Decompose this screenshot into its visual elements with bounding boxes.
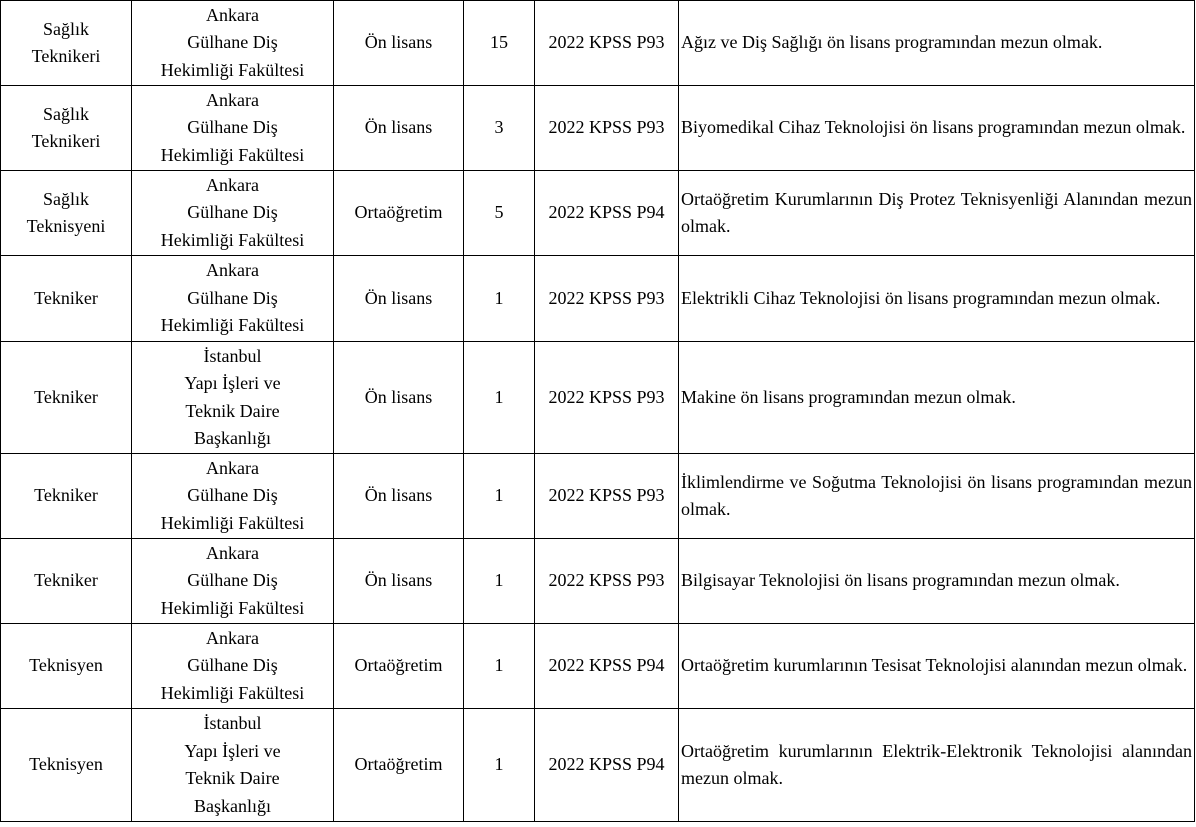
unit-cell (132, 256, 334, 342)
requirement-cell: Bilgisayar Teknolojisi ön lisans programından mezun olmak. (679, 539, 1195, 624)
unit-line: Hekimliği Fakültesi (160, 315, 305, 336)
position-title-line: Teknisyen (29, 655, 103, 676)
position-title-cell (1, 539, 132, 624)
table-row (1, 539, 1195, 624)
position-count-cell: 1 (464, 342, 535, 454)
requirement-cell: Elektrikli Cihaz Teknolojisi ön lisans programından mezun olmak. (679, 256, 1195, 342)
unit-cell (132, 454, 334, 539)
education-level-cell: Ön lisans (334, 342, 464, 454)
position-count-cell: 1 (464, 256, 535, 342)
position-title-cell (1, 256, 132, 342)
position-title-line: Tekniker (34, 570, 98, 591)
unit-line: İstanbul (203, 713, 262, 733)
unit-line: Yapı İşleri ve (184, 373, 281, 393)
education-level-cell: Ön lisans (334, 454, 464, 539)
position-count-cell: 15 (464, 1, 535, 86)
unit-line: Hekimliği Fakültesi (160, 512, 305, 533)
unit-line: Ankara (206, 260, 259, 281)
unit-line: Gülhane Diş (187, 287, 278, 308)
requirement-cell: Ortaöğretim Kurumlarının Diş Protez Teknisyenliği Alanından mezun olmak. (679, 171, 1195, 256)
position-title-line: Teknisyeni (26, 216, 106, 236)
table-row (1, 171, 1195, 256)
position-title-line: Tekniker (34, 485, 98, 506)
position-title-line: Sağlık (42, 103, 89, 124)
unit-cell (132, 709, 334, 822)
unit-line: Başkanlığı (194, 428, 271, 448)
unit-line: Gülhane Diş (187, 485, 278, 506)
unit-line: Hekimliği Fakültesi (160, 229, 305, 250)
position-title-line: Tekniker (34, 386, 98, 407)
unit-line: Yapı İşleri ve (184, 740, 281, 761)
unit-line: İstanbul (203, 345, 262, 366)
position-count-cell: 1 (464, 454, 535, 539)
kpss-score-type-cell: 2022 KPSS P94 (535, 624, 679, 709)
unit-line: Teknik Daire (185, 768, 280, 788)
position-title-line: Teknisyen (29, 754, 103, 775)
education-level-cell: Ön lisans (334, 539, 464, 624)
unit-line: Hekimliği Fakültesi (160, 682, 305, 703)
position-title-cell (1, 624, 132, 709)
unit-cell (132, 342, 334, 454)
unit-line: Ankara (206, 542, 259, 563)
unit-line: Hekimliği Fakültesi (160, 144, 305, 165)
kpss-score-type-cell: 2022 KPSS P93 (535, 1, 679, 86)
position-count-cell: 1 (464, 709, 535, 822)
kpss-score-type-cell: 2022 KPSS P94 (535, 709, 679, 822)
position-count-cell: 1 (464, 624, 535, 709)
position-title-cell (1, 342, 132, 454)
unit-line: Ankara (206, 174, 259, 195)
position-title-cell (1, 1, 132, 86)
unit-cell (132, 171, 334, 256)
kpss-score-type-cell: 2022 KPSS P93 (535, 86, 679, 171)
unit-line: Ankara (206, 4, 259, 25)
table-row (1, 624, 1195, 709)
unit-line: Ankara (206, 627, 259, 648)
position-title-line: Teknikeri (31, 46, 101, 66)
requirement-cell: Ağız ve Diş Sağlığı ön lisans programından mezun olmak. (679, 1, 1195, 86)
education-level-cell: Ön lisans (334, 86, 464, 171)
education-level-cell: Ortaöğretim (334, 709, 464, 822)
education-level-cell: Ön lisans (334, 256, 464, 342)
position-title-cell (1, 454, 132, 539)
education-level-cell: Ortaöğretim (334, 624, 464, 709)
unit-line: Gülhane Diş (187, 655, 278, 676)
table-row (1, 256, 1195, 342)
position-count-cell: 5 (464, 171, 535, 256)
unit-line: Gülhane Diş (187, 117, 278, 138)
unit-line: Gülhane Diş (187, 32, 278, 53)
position-title-cell (1, 86, 132, 171)
unit-line: Hekimliği Fakültesi (160, 59, 305, 80)
unit-line: Başkanlığı (194, 795, 271, 816)
position-title-line: Tekniker (34, 287, 98, 308)
unit-line: Hekimliği Fakültesi (160, 597, 305, 618)
requirement-cell: Ortaöğretim kurumlarının Elektrik-Elektronik Teknolojisi alanından mezun olmak. (679, 709, 1195, 822)
education-level-cell: Ön lisans (334, 1, 464, 86)
position-title-cell (1, 171, 132, 256)
table-row (1, 342, 1195, 454)
requirement-cell: İklimlendirme ve Soğutma Teknolojisi ön lisans programından mezun olmak. (679, 454, 1195, 539)
unit-cell (132, 624, 334, 709)
table-row (1, 709, 1195, 822)
unit-line: Gülhane Diş (187, 202, 278, 223)
position-count-cell: 3 (464, 86, 535, 171)
unit-line: Gülhane Diş (187, 570, 278, 591)
unit-line: Ankara (206, 89, 259, 110)
kpss-score-type-cell: 2022 KPSS P93 (535, 256, 679, 342)
kpss-score-type-cell: 2022 KPSS P93 (535, 342, 679, 454)
unit-cell (132, 86, 334, 171)
unit-line: Ankara (206, 457, 259, 478)
unit-cell (132, 1, 334, 86)
unit-line: Teknik Daire (185, 400, 280, 421)
kpss-score-type-cell: 2022 KPSS P93 (535, 454, 679, 539)
table-row (1, 1, 1195, 86)
kpss-score-type-cell: 2022 KPSS P93 (535, 539, 679, 624)
position-title-line: Teknikeri (31, 131, 101, 151)
education-level-cell: Ortaöğretim (334, 171, 464, 256)
position-title-line: Sağlık (42, 18, 89, 39)
table-row (1, 454, 1195, 539)
unit-cell (132, 539, 334, 624)
position-count-cell: 1 (464, 539, 535, 624)
position-title-line: Sağlık (42, 188, 89, 209)
requirement-cell: Makine ön lisans programından mezun olmak. (679, 342, 1195, 454)
kpss-score-type-cell: 2022 KPSS P94 (535, 171, 679, 256)
position-title-cell (1, 709, 132, 822)
table-row (1, 86, 1195, 171)
requirement-cell: Ortaöğretim kurumlarının Tesisat Teknolojisi alanından mezun olmak. (679, 624, 1195, 709)
requirement-cell: Biyomedikal Cihaz Teknolojisi ön lisans programından mezun olmak. (679, 86, 1195, 171)
